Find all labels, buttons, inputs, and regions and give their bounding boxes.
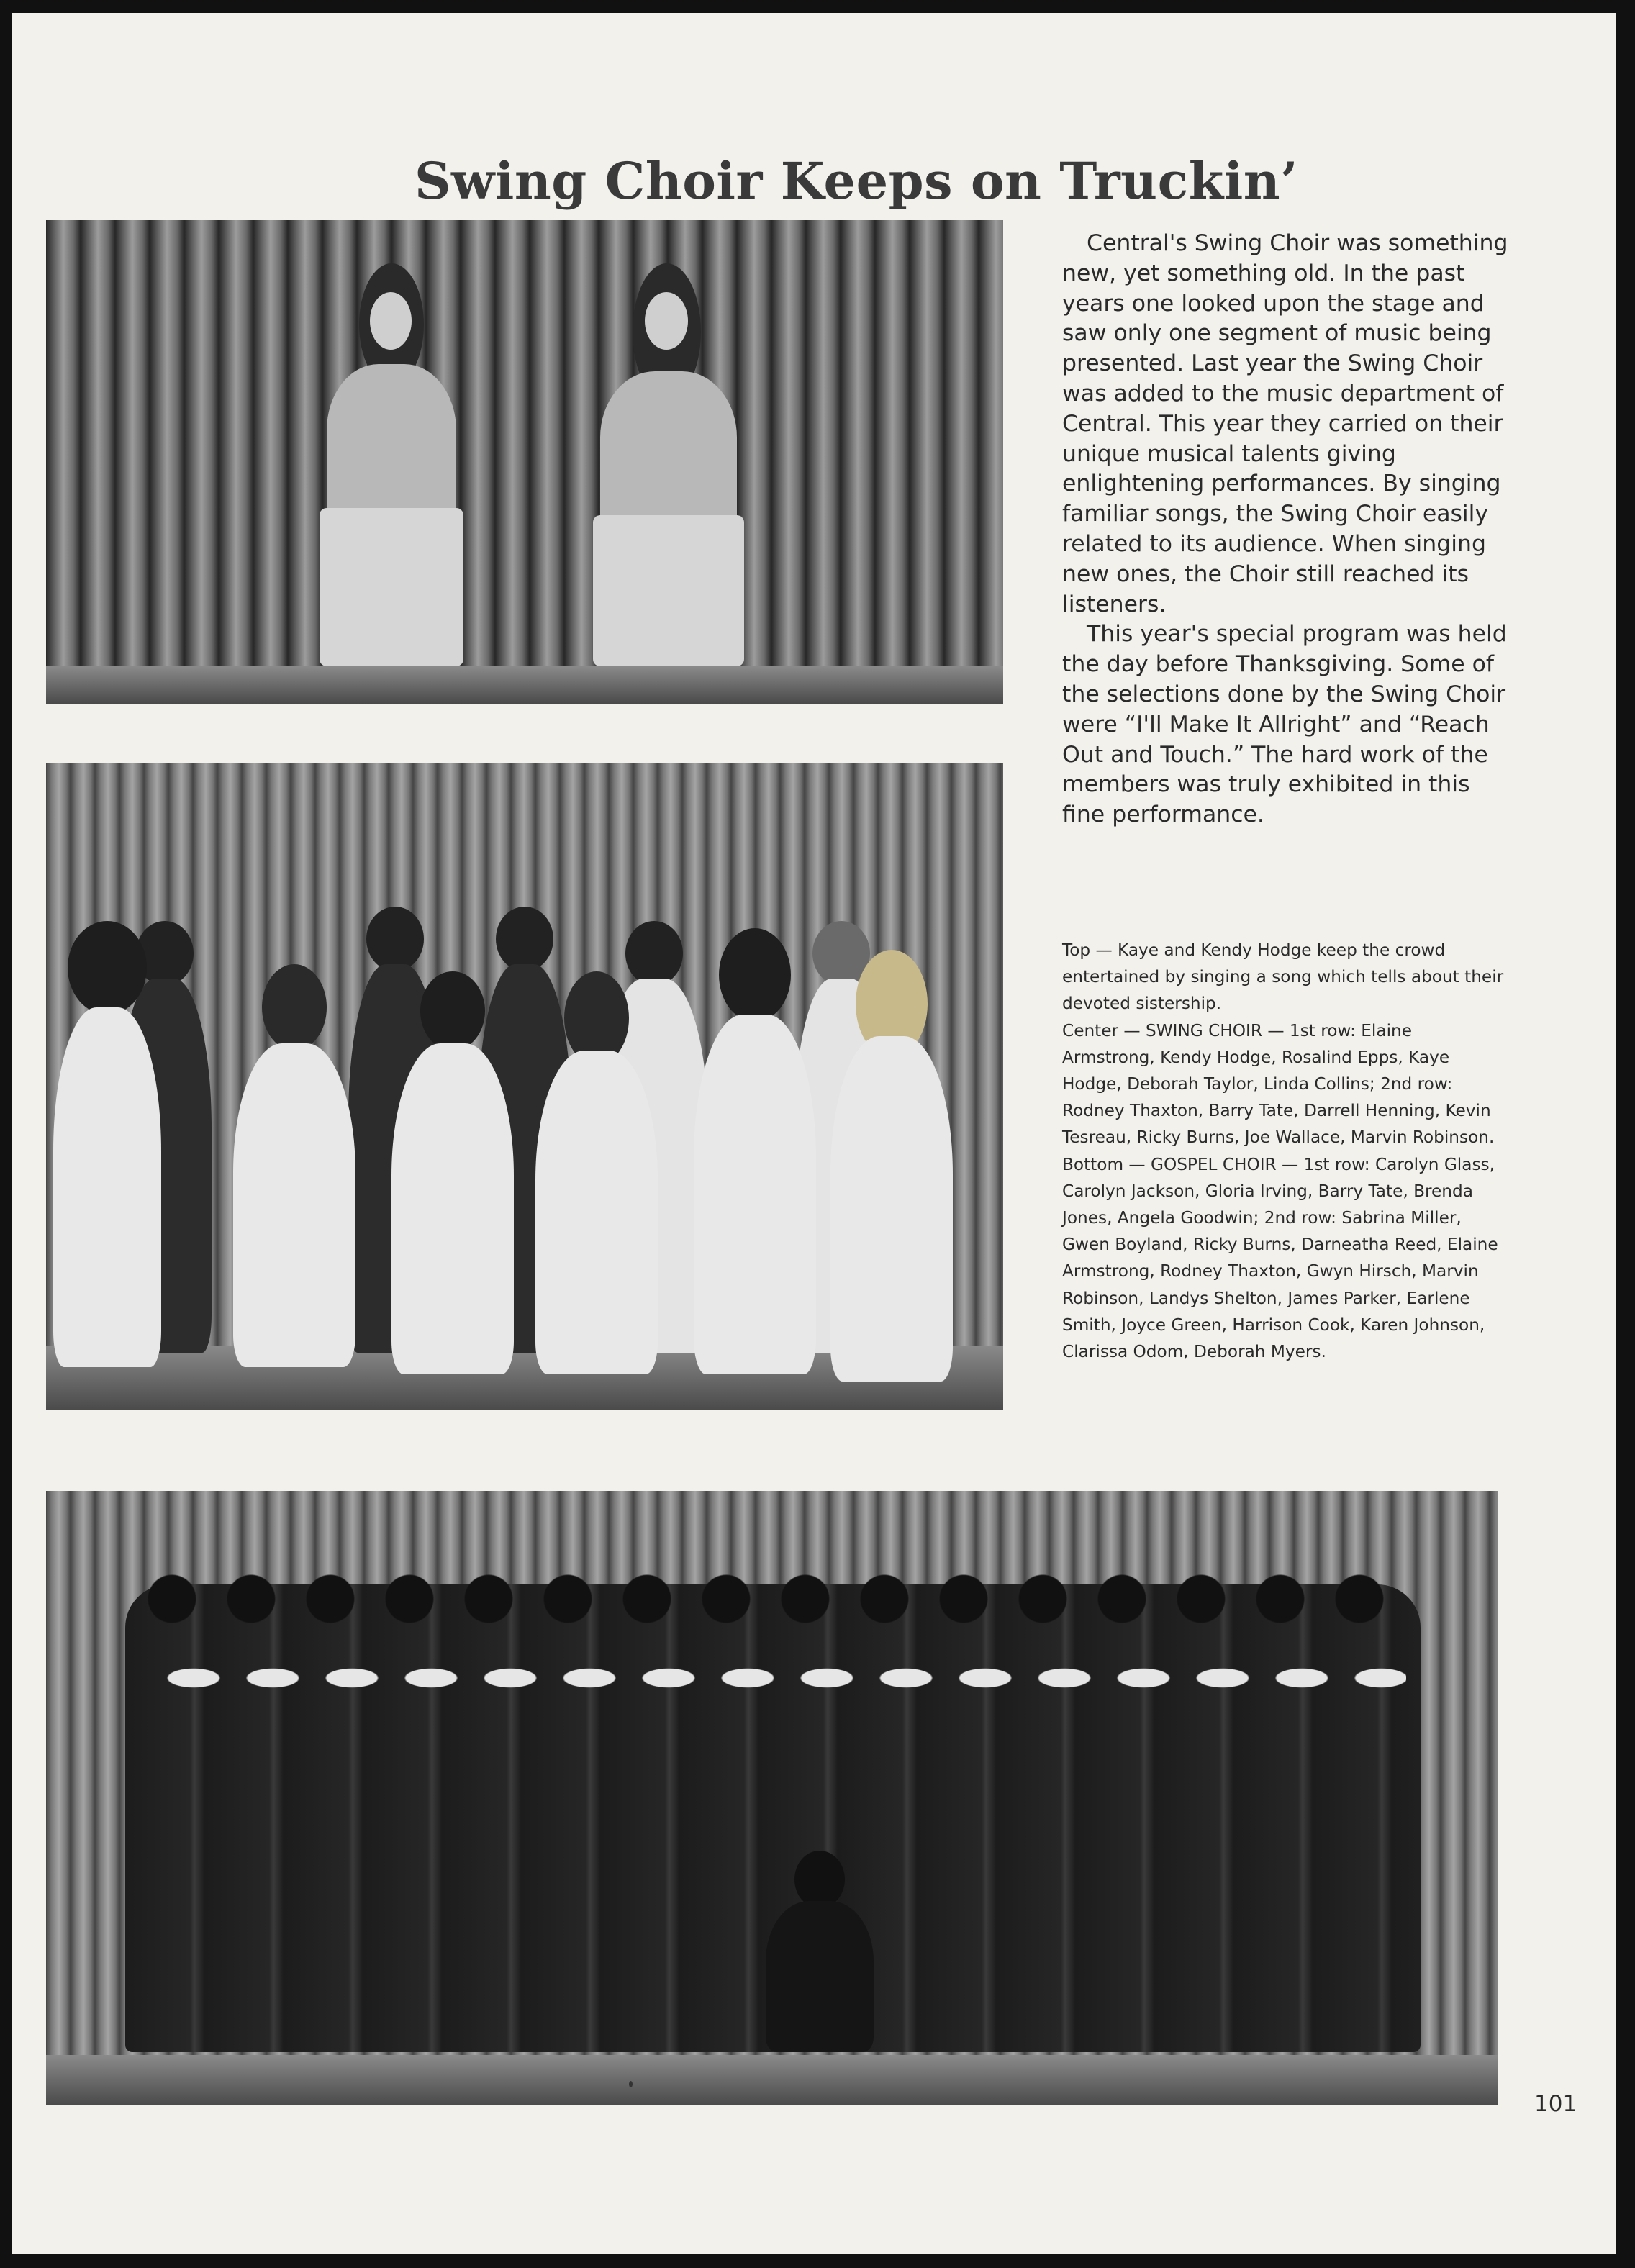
choir-member [694,928,816,1374]
choir-member [830,950,953,1382]
page-number: 101 [1534,2091,1577,2117]
photo-top-duet [46,220,1003,704]
photo-captions [1062,937,1508,1365]
print-speck [629,2081,633,2087]
choir-member [391,971,514,1374]
choir-member [535,971,658,1374]
article-paragraph-2: This year's special program was held the day before Thanksgiving. Some of the selections done by the Swing Choir were “I'll Make It Allright” and “Reach Out and Touch.” The hard work of the members was truly exhibited in this fine performance. [1062,621,1507,828]
article-body [1062,229,1508,830]
singer-figure [593,263,744,666]
caption-center: Center — SWING CHOIR — 1st row: Elaine Armstrong, Kendy Hodge, Rosalind Epps, Kaye Hodge, Deborah Taylor, Linda Collins; 2nd row: Rodney Thaxton, Barry Tate, Darrell Henning, Kevin Tesreau, Ricky Burns, Joe Wallace, Marvin Robinson. [1062,1020,1495,1148]
article-paragraph-1: Central's Swing Choir was something new, yet something old. In the past years one looked upon the stage and saw only one segment of music being presented. Last year the Swing Choir was added to the music department of Central. This year they carried on their unique musical talents giving enlightening performances. By singing familiar songs, the Swing Choir easily related to its audience. When singing new ones, the Choir still reached its listeners. [1062,230,1508,617]
caption-top: Top — Kaye and Kendy Hodge keep the crowd entertained by singing a song which tells about their devoted sistership. [1062,940,1504,1014]
gospel-choir-heads [132,1556,1413,1642]
choir-member [233,964,355,1367]
yearbook-page [12,13,1616,2254]
photo-center-swing-choir [46,763,1003,1410]
photo-bottom-gospel-choir [46,1491,1498,2105]
gospel-choir-collars [154,1664,1406,1692]
caption-bottom: Bottom — GOSPEL CHOIR — 1st row: Carolyn Glass, Carolyn Jackson, Gloria Irving, Barry Tate, Brenda Jones, Angela Goodwin; 2nd row: Sabrina Miller, Gwen Boyland, Ricky Burns, Darneatha Reed, Elaine Armstrong, Rodney Thaxton, Gwyn Hirsch, Marvin Robinson, Landys Shelton, James Parker, Earlene Smith, Joyce Green, Harrison Cook, Karen Johnson, Clarissa Odom, Deborah Myers. [1062,1154,1498,1362]
kneeling-member [766,1851,874,2052]
page-headline: Swing Choir Keeps on Truckin’ [415,151,1299,211]
choir-member [53,921,161,1367]
singer-figure [320,263,463,666]
